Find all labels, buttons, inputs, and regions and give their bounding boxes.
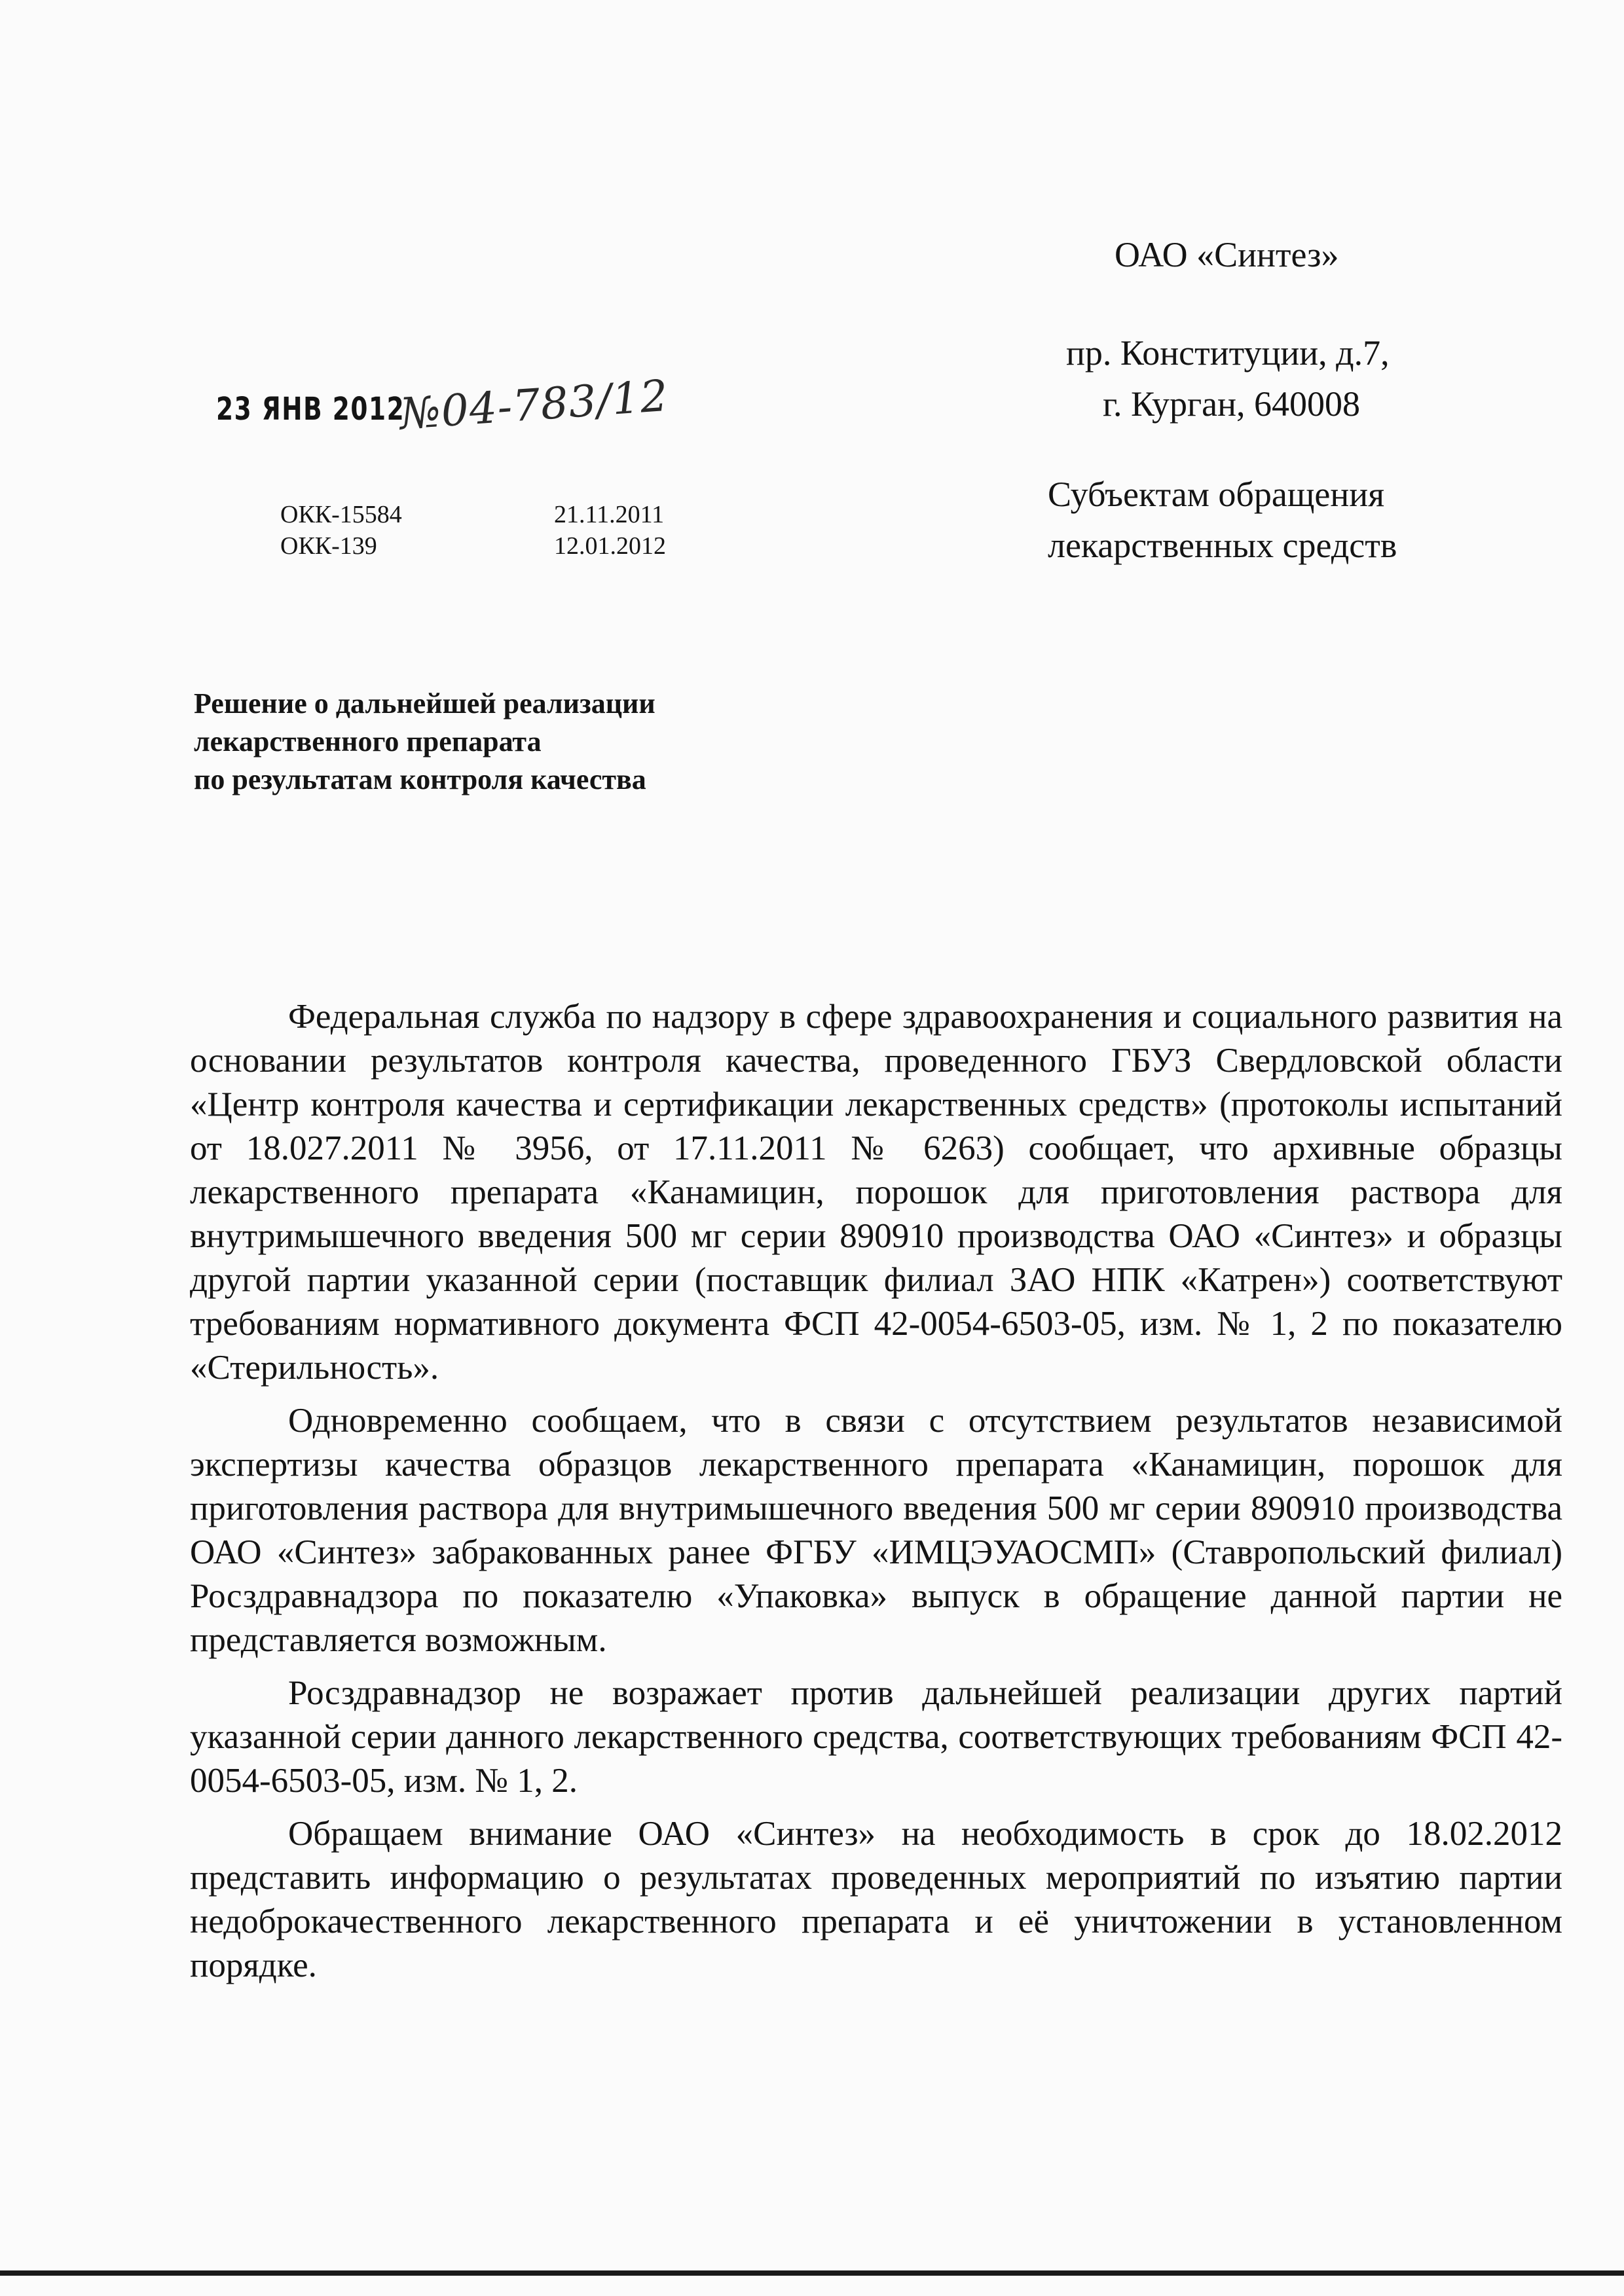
- reference-code: ОКК-15584: [280, 501, 402, 528]
- stamp-date: 23 ЯНВ 2012: [216, 391, 405, 428]
- recipients-line-1: Субъектам обращения: [1048, 475, 1385, 514]
- recipients-line-2: лекарственных средств: [1048, 526, 1397, 565]
- reference-code: ОКК-139: [280, 532, 377, 560]
- body-paragraph-1: Федеральная служба по надзору в сфере здравоохранения и социального развития на основании результатов контроля качества, проведенного ГБУЗ Свердловской области «Центр контроля качества и сертификации лекарственных средств» (протоколы испытаний от 18.027.2011 № 3956, от 17.11.2011 № 6263) сообщает, что архивные образцы лекарственного препарата «Канамицин, порошок для приготовления раствора для внутримышечного введения 500 мг серии 890910 производства ОАО «Синтез» и образцы другой партии указанной серии (поставщик филиал ЗАО НПК «Катрен») соответствуют требованиям нормативного документа ФСП 42-0054-6503-05, изм. № 1, 2 по показателю «Стерильность».: [190, 998, 1562, 1387]
- reference-row: [280, 530, 666, 562]
- subject-heading: [194, 685, 655, 799]
- reference-list: [280, 499, 666, 562]
- body-paragraph-3: Росздравнадзор не возражает против дальнейшей реализации других партий указанной серии данного лекарственного средства, соответствующих требованиям ФСП 42-0054-6503-05, изм. № 1, 2.: [190, 1674, 1562, 1800]
- subject-line-1: Решение о дальнейшей реализации: [194, 687, 655, 720]
- addressee-city: г. Курган, 640008: [1103, 384, 1361, 424]
- footer-rule: [0, 2270, 1624, 2276]
- reference-date: 21.11.2011: [554, 501, 665, 528]
- subject-line-2: лекарственного препарата: [194, 725, 542, 757]
- reference-date: 12.01.2012: [554, 532, 666, 560]
- body-paragraph-2: Одновременно сообщаем, что в связи с отсутствием результатов независимой экспертизы качества образцов лекарственного препарата «Канамицин, порошок для приготовления раствора для внутримышечного введения 500 мг серии 890910 производства ОАО «Синтез» забракованных ранее ФГБУ «ИМЦЭУАОСМП» (Ставропольский филиал) Росздравнадзора по показателю «Упаковка» выпуск в обращение данной партии не представляется возможным.: [190, 1402, 1562, 1659]
- addressee-block: [1048, 229, 1397, 571]
- registration-stamp: [216, 370, 671, 440]
- addressee-street: пр. Конституции, д.7,: [1066, 333, 1390, 373]
- reference-row: [280, 499, 666, 530]
- letter-body: [190, 995, 1562, 1997]
- addressee-organization: ОАО «Синтез»: [1115, 235, 1339, 274]
- subject-line-3: по результатам контроля качества: [194, 763, 646, 795]
- body-paragraph-4: Обращаем внимание ОАО «Синтез» на необходимость в срок до 18.02.2012 представить информацию о результатах проведенных мероприятий по изъятию партии недоброкачественного лекарственного препарата и её уничтожении в установленном порядке.: [190, 1815, 1562, 1984]
- handwritten-outgoing-number: №04-783/12: [397, 370, 671, 440]
